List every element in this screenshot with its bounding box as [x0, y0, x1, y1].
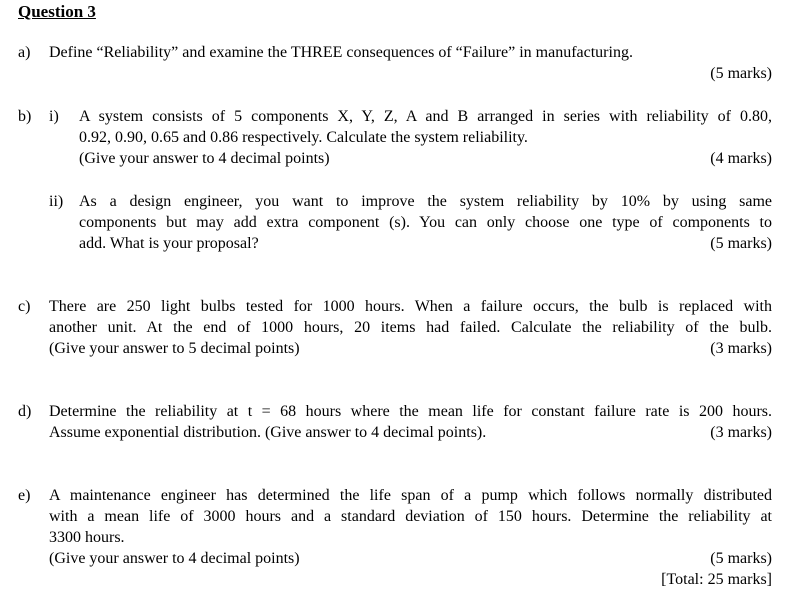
question-e-line-3: 3300 hours. — [49, 529, 125, 546]
question-a — [18, 42, 772, 84]
question-b-i — [18, 106, 772, 169]
question-d — [18, 401, 772, 443]
question-e-line-4: (Give your answer to 4 decimal points) — [49, 550, 300, 567]
question-b-ii-last-row — [79, 233, 772, 254]
question-c-label: c) — [18, 298, 31, 315]
question-c-line-1: There are 250 light bulbs tested for 1000 hours. When a failure occurs, the bulb is replaced with — [49, 298, 772, 315]
question-c — [18, 296, 772, 359]
question-e — [18, 485, 772, 590]
question-b-i-marks: (4 marks) — [710, 150, 772, 167]
question-d-line-2: Assume exponential distribution. (Give answer to 4 decimal points). — [49, 424, 487, 441]
question-d-marks: (3 marks) — [710, 424, 772, 441]
question-b-ii-line-1: As a design engineer, you want to improve the system reliability by 10% by using same — [79, 193, 772, 210]
question-b-label: b) — [18, 108, 32, 125]
question-c-marks: (3 marks) — [710, 340, 772, 357]
question-d-last-row — [49, 422, 772, 443]
question-total-marks: [Total: 25 marks] — [661, 571, 772, 588]
question-e-last-row — [49, 548, 772, 569]
question-e-line-2: with a mean life of 3000 hours and a standard deviation of 150 hours. Determine the reliability at — [49, 508, 772, 525]
question-b-i-last-row — [79, 148, 772, 169]
question-e-marks: (5 marks) — [710, 550, 772, 567]
question-c-line-3: (Give your answer to 5 decimal points) — [49, 340, 300, 357]
question-a-label: a) — [18, 44, 31, 61]
question-b-ii-line-2: components but may add extra component (s). You can only choose one type of components to — [79, 214, 772, 231]
question-d-line-1: Determine the reliability at t = 68 hours where the mean life for constant failure rate is 200 hours. — [49, 403, 772, 420]
question-title: Question 3 — [18, 2, 96, 21]
question-a-text: Define “Reliability” and examine the THREE consequences of “Failure” in manufacturing. — [49, 44, 633, 61]
question-b-ii-label: ii) — [49, 193, 64, 210]
question-a-marks: (5 marks) — [710, 65, 772, 82]
question-b-i-line-1: A system consists of 5 components X, Y, Z, A and B arranged in series with reliability of 0.80, — [79, 108, 772, 125]
question-b-i-label: i) — [49, 108, 59, 125]
question-c-line-2: another unit. At the end of 1000 hours, 20 items had failed. Calculate the reliability of the bulb. — [49, 319, 772, 336]
question-b-i-line-2: 0.92, 0.90, 0.65 and 0.86 respectively. Calculate the system reliability. — [79, 129, 528, 146]
question-c-last-row — [49, 338, 772, 359]
question-e-line-1: A maintenance engineer has determined the life span of a pump which follows normally distributed — [49, 487, 772, 504]
question-e-label: e) — [18, 487, 31, 504]
question-b-i-line-3: (Give your answer to 4 decimal points) — [79, 150, 330, 167]
question-b-ii-marks: (5 marks) — [710, 235, 772, 252]
question-b-ii-line-3: add. What is your proposal? — [79, 235, 259, 252]
question-d-label: d) — [18, 403, 32, 420]
question-b-ii — [18, 191, 772, 254]
